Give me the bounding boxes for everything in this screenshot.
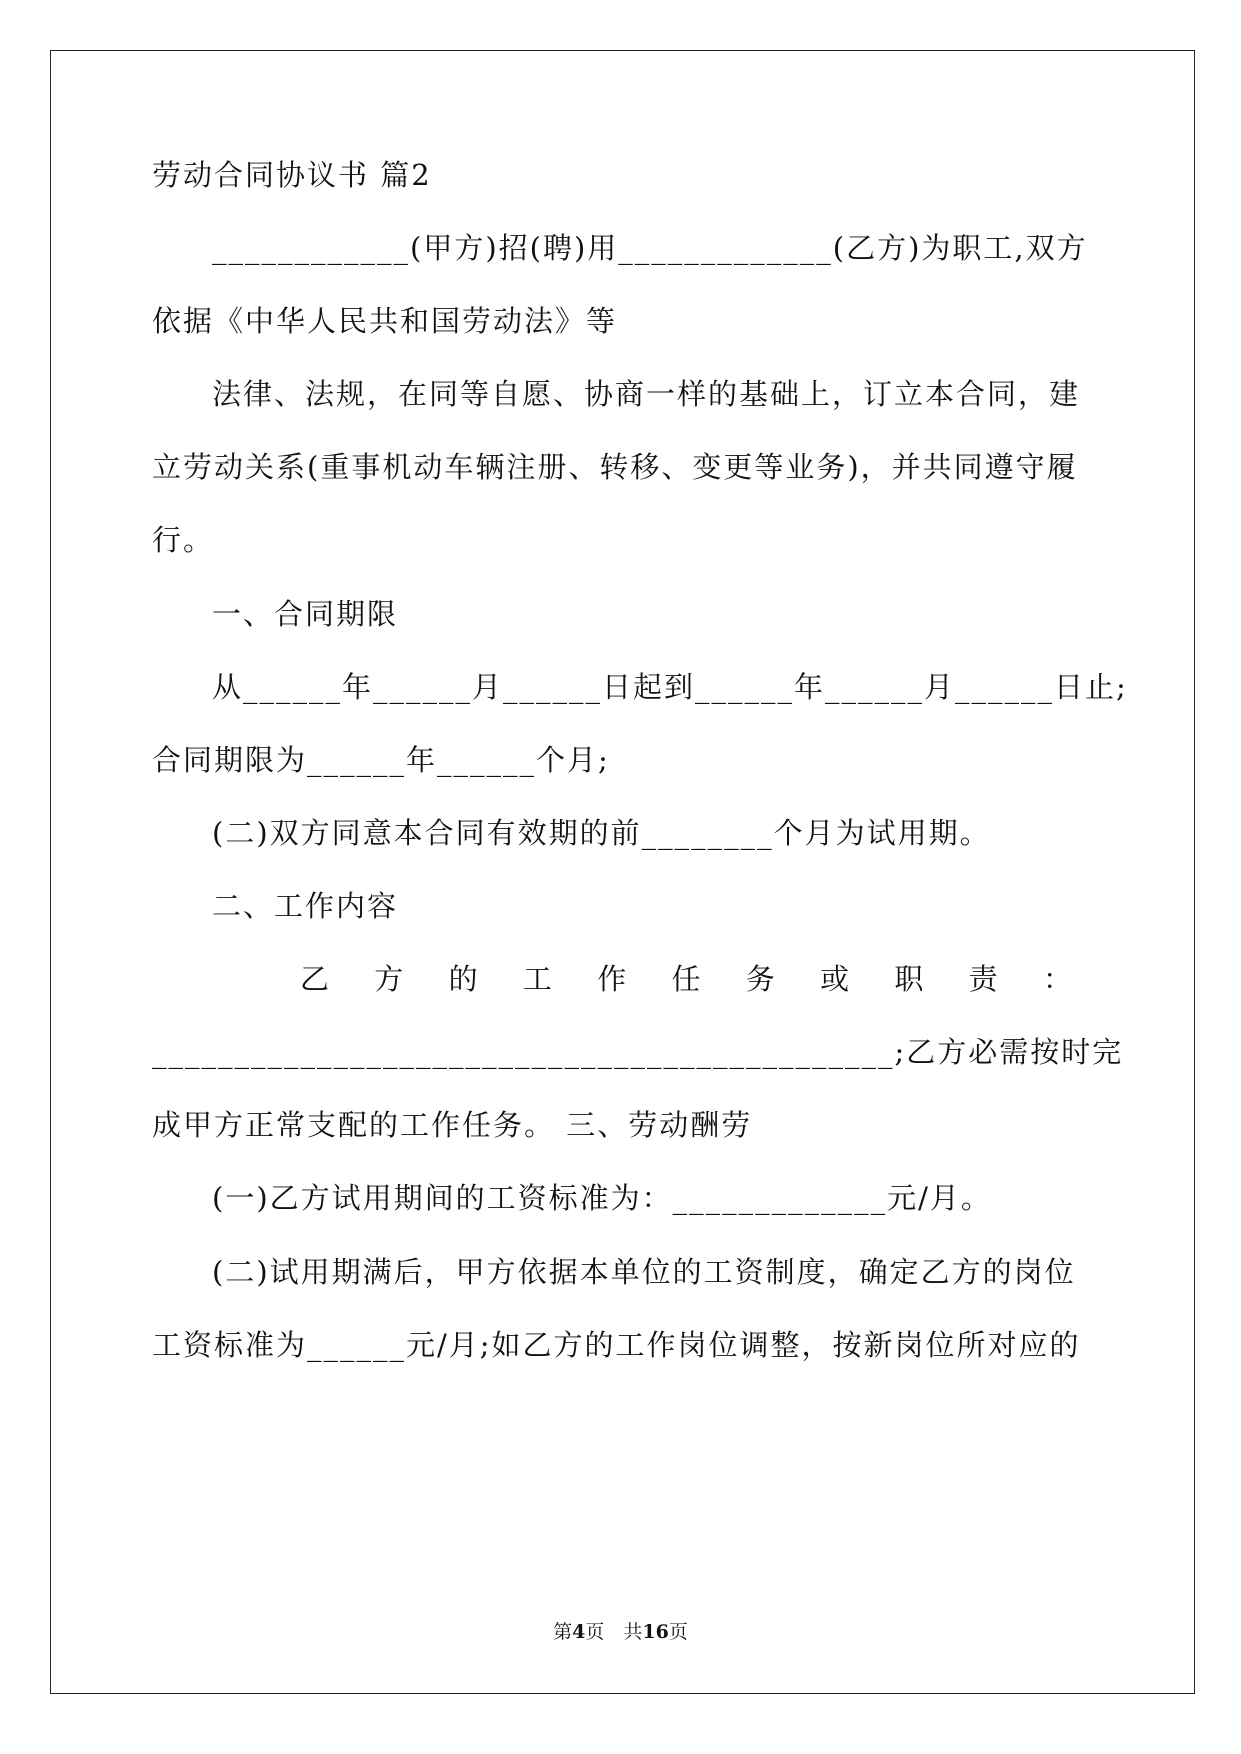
spaced-char: ： (1042, 962, 1072, 996)
page-border (50, 50, 1195, 1694)
paragraph-line: 工资标准为______元/月;如乙方的工作岗位调整，按新岗位所对应的 (152, 1328, 1081, 1362)
spaced-char: 的 (448, 962, 478, 996)
paragraph-line: (一)乙方试用期间的工资标准为：_____________元/月。 (212, 1181, 992, 1215)
paragraph-line: (二)试用期满后，甲方依据本单位的工资制度，确定乙方的岗位 (212, 1255, 1076, 1289)
paragraph-line: 从______年______月______日起到______年______月______日止; (212, 670, 1128, 704)
paragraph-line: 依据《中华人民共和国劳动法》等 (152, 304, 618, 338)
footer-suffix: 页 (668, 1621, 688, 1643)
paragraph-line: 成甲方正常支配的工作任务。 三、劳动酬劳 (152, 1108, 753, 1142)
spaced-char: 方 (374, 962, 404, 996)
spaced-char: 务 (745, 962, 775, 996)
page-footer (0, 1620, 1241, 1644)
clause-heading: 一、合同期限 (212, 597, 399, 631)
paragraph-line: 合同期限为______年______个月; (152, 743, 610, 777)
paragraph-line: (二)双方同意本合同有效期的前________个月为试用期。 (212, 816, 991, 850)
footer-total-pages: 16 (642, 1621, 669, 1643)
section-title: 劳动合同协议书 篇2 (152, 158, 432, 192)
footer-mid: 页 共 (585, 1621, 643, 1643)
clause-heading: 二、工作内容 (212, 889, 399, 923)
paragraph-line: 立劳动关系(重事机动车辆注册、转移、变更等业务)，并共同遵守履 (152, 450, 1078, 484)
paragraph-line: 法律、法规，在同等自愿、协商一样的基础上，订立本合同，建 (212, 377, 1081, 411)
footer-page-number: 4 (572, 1621, 586, 1643)
spaced-char: 或 (820, 962, 850, 996)
spaced-char: 任 (671, 962, 701, 996)
spaced-duty-line (300, 961, 1072, 997)
spaced-char: 责 (968, 962, 998, 996)
paragraph-line: _____________________________________________;乙方必需按时完 (152, 1035, 1124, 1069)
paragraph-line: 行。 (152, 523, 215, 557)
paragraph-line: ____________(甲方)招(聘)用_____________(乙方)为职工,双方 (212, 231, 1088, 265)
spaced-char: 乙 (300, 962, 330, 996)
spaced-char: 工 (522, 962, 552, 996)
spaced-char: 作 (597, 962, 627, 996)
footer-prefix: 第 (553, 1621, 573, 1643)
spaced-char: 职 (894, 962, 924, 996)
